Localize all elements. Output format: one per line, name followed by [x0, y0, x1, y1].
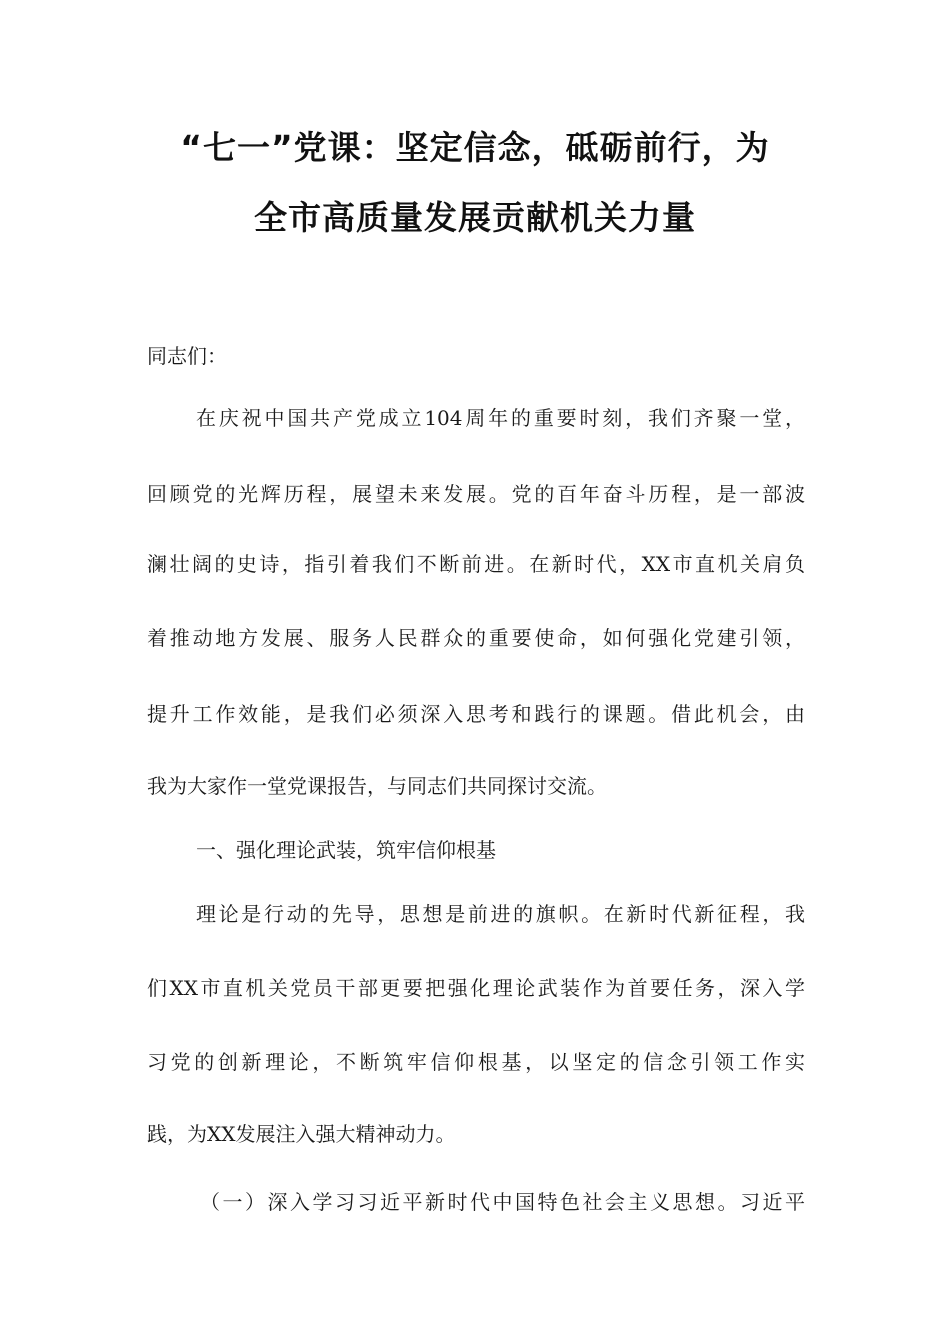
document-title-line-1: “七一”党课：坚定信念，砥砺前行，为	[180, 128, 770, 167]
section-paragraph-line: 习党的创新理论，不断筑牢信仰根基，以坚定的信念引领工作实	[147, 1050, 805, 1074]
intro-paragraph-line: 提升工作效能，是我们必须深入思考和践行的课题。借此机会，由	[147, 702, 805, 726]
section-heading: 一、强化理论武装，筑牢信仰根基	[196, 838, 496, 862]
intro-paragraph-line: 在庆祝中国共产党成立104周年的重要时刻，我们齐聚一堂，	[196, 406, 805, 430]
salutation: 同志们：	[147, 344, 227, 368]
section-paragraph-line: 践，为XX发展注入强大精神动力。	[147, 1122, 456, 1146]
section-paragraph-line: 理论是行动的先导，思想是前进的旗帜。在新时代新征程，我	[196, 902, 805, 926]
section-paragraph-line: 们XX市直机关党员干部更要把强化理论武装作为首要任务，深入学	[147, 976, 805, 1000]
intro-paragraph-line: 我为大家作一堂党课报告，与同志们共同探讨交流。	[147, 774, 607, 798]
intro-paragraph-line: 着推动地方发展、服务人民群众的重要使命，如何强化党建引领，	[147, 626, 805, 650]
intro-paragraph-line: 澜壮阔的史诗，指引着我们不断前进。在新时代，XX市直机关肩负	[147, 552, 805, 576]
document-title-line-2: 全市高质量发展贡献机关力量	[254, 198, 696, 237]
intro-paragraph-line: 回顾党的光辉历程，展望未来发展。党的百年奋斗历程，是一部波	[147, 482, 805, 506]
subsection-heading-line: （一）深入学习习近平新时代中国特色社会主义思想。习近平	[200, 1190, 805, 1214]
